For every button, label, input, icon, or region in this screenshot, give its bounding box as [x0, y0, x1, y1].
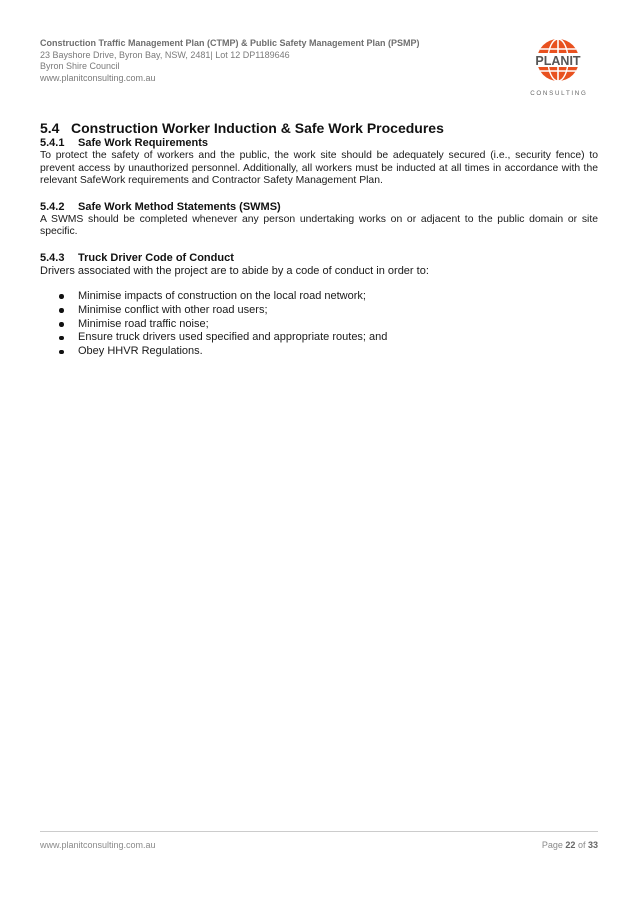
list-item: [40, 304, 598, 318]
subsection-title: Safe Work Requirements: [78, 137, 209, 149]
page-total: 33: [587, 840, 598, 850]
paragraph: A SWMS should be completed whenever any person undertaking works on or adjacent to the public domain or site specific.: [40, 213, 598, 238]
planit-logo: [512, 36, 604, 100]
subsection-title: Safe Work Method Statements (SWMS): [78, 200, 281, 213]
list-item: [40, 331, 598, 345]
footer-website: www.planitconsulting.com.au: [40, 840, 156, 850]
list-item: [40, 290, 598, 304]
list-item-text: Minimise impacts of construction on the local road network;: [78, 289, 366, 302]
section-title: Construction Worker Induction & Safe Work Procedures: [71, 120, 444, 136]
header-website: www.planitconsulting.com.au: [40, 72, 156, 83]
page-number: [542, 840, 598, 850]
subsection-number: 5.4.3: [40, 251, 65, 264]
section-number: 5.4: [40, 120, 60, 136]
document-title: Construction Traffic Management Plan (CTMP) & Public Safety Management Plan (PSMP): [40, 38, 420, 48]
bullet-icon: [59, 322, 64, 327]
subsection-heading: [40, 252, 598, 265]
list-item-text: Obey HHVR Regulations.: [78, 345, 203, 358]
subsection-heading: [40, 137, 598, 150]
council-name: Byron Shire Council: [40, 61, 120, 71]
subsection-number: 5.4.1: [40, 137, 65, 149]
bullet-icon: [59, 308, 64, 313]
bullet-icon: [59, 350, 64, 355]
subsection-number: 5.4.2: [40, 200, 65, 213]
page-of: of: [577, 840, 586, 850]
bullet-list: [40, 290, 598, 359]
list-item: [40, 345, 598, 359]
site-address: 23 Bayshore Drive, Byron Bay, NSW, 2481| Lot 12 DP1189646: [40, 49, 290, 60]
document-body: [40, 120, 598, 359]
page-header: [40, 38, 460, 84]
list-item: [40, 318, 598, 332]
list-item-text: Minimise road traffic noise;: [78, 317, 209, 330]
paragraph: To protect the safety of workers and the public, the work site should be adequately secured (i.e., security fence) to prevent access by unauthorized personnel. Additionally, all workers must be inducted at all times in accordance with the relevant SafeWork requirements and Contractor Safety Management Plan.: [40, 150, 598, 187]
list-item-text: Ensure truck drivers used specified and appropriate routes; and: [78, 331, 388, 344]
logo-word: PLANIT: [535, 54, 581, 68]
bullet-icon: [59, 336, 64, 341]
subsection-heading: [40, 201, 598, 214]
section-heading: [40, 120, 598, 137]
logo-tagline: C O N S U L T I N G: [530, 90, 586, 97]
footer-divider: [40, 831, 598, 832]
paragraph: Drivers associated with the project are to abide by a code of conduct in order to:: [40, 264, 429, 277]
page-label: Page: [541, 840, 563, 850]
list-item-text: Minimise conflict with other road users;: [78, 303, 268, 316]
bullet-icon: [59, 294, 64, 299]
subsection-title: Truck Driver Code of Conduct: [78, 251, 234, 264]
page-current: 22: [565, 840, 576, 850]
